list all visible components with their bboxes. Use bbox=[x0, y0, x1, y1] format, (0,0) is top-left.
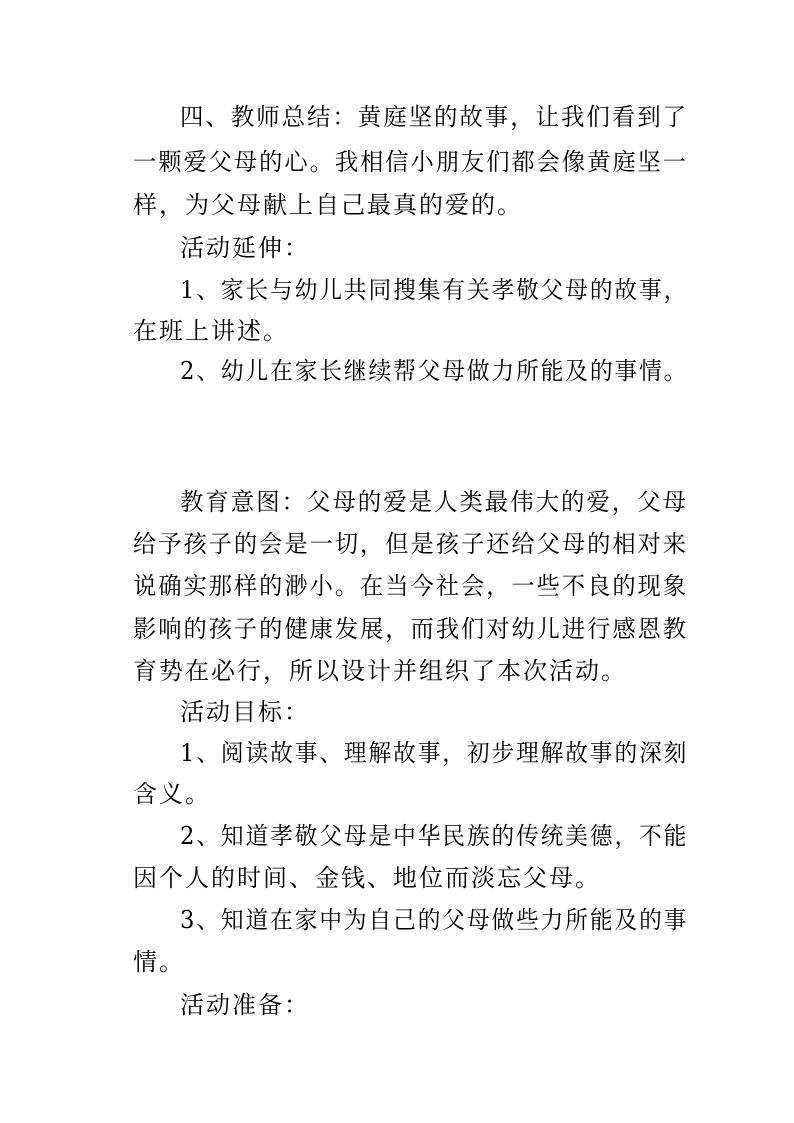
intent-line: 说确实那样的渺小。在当今社会，一些不良的现象 bbox=[133, 572, 689, 600]
intent-line: 给予孩子的会是一切，但是孩子还给父母的相对来 bbox=[133, 530, 689, 558]
preparation-heading: 活动准备： bbox=[180, 991, 310, 1019]
summary-line: 样，为父母献上自己最真的爱的。 bbox=[133, 191, 523, 219]
intent-line: 影响的孩子的健康发展，而我们对幼儿进行感恩教 bbox=[133, 615, 689, 643]
extension-heading: 活动延伸： bbox=[180, 234, 310, 262]
goal-item: 1、阅读故事、理解故事，初步理解故事的深刻 bbox=[180, 739, 689, 767]
extension-item: 在班上讲述。 bbox=[133, 317, 289, 345]
goal-item: 情。 bbox=[133, 948, 185, 976]
summary-line: 四、教师总结：黄庭坚的故事，让我们看到了 bbox=[180, 103, 688, 131]
goal-item: 3、知道在家中为自己的父母做些力所能及的事 bbox=[180, 906, 689, 934]
goal-item: 2、知道孝敬父母是中华民族的传统美德，不能 bbox=[180, 822, 689, 850]
goal-item: 含义。 bbox=[133, 780, 211, 808]
intent-line: 教育意图：父母的爱是人类最伟大的爱，父母 bbox=[180, 488, 688, 516]
summary-line: 一颗爱父母的心。我相信小朋友们都会像黄庭坚一 bbox=[133, 148, 689, 176]
goal-item: 因个人的时间、金钱、地位而淡忘父母。 bbox=[133, 864, 601, 892]
extension-item: 1、家长与幼儿共同搜集有关孝敬父母的故事， bbox=[180, 276, 689, 304]
intent-line: 育势在必行，所以设计并组织了本次活动。 bbox=[133, 657, 627, 685]
goals-heading: 活动目标： bbox=[180, 698, 310, 726]
extension-item: 2、幼儿在家长继续帮父母做力所能及的事情。 bbox=[180, 357, 689, 385]
